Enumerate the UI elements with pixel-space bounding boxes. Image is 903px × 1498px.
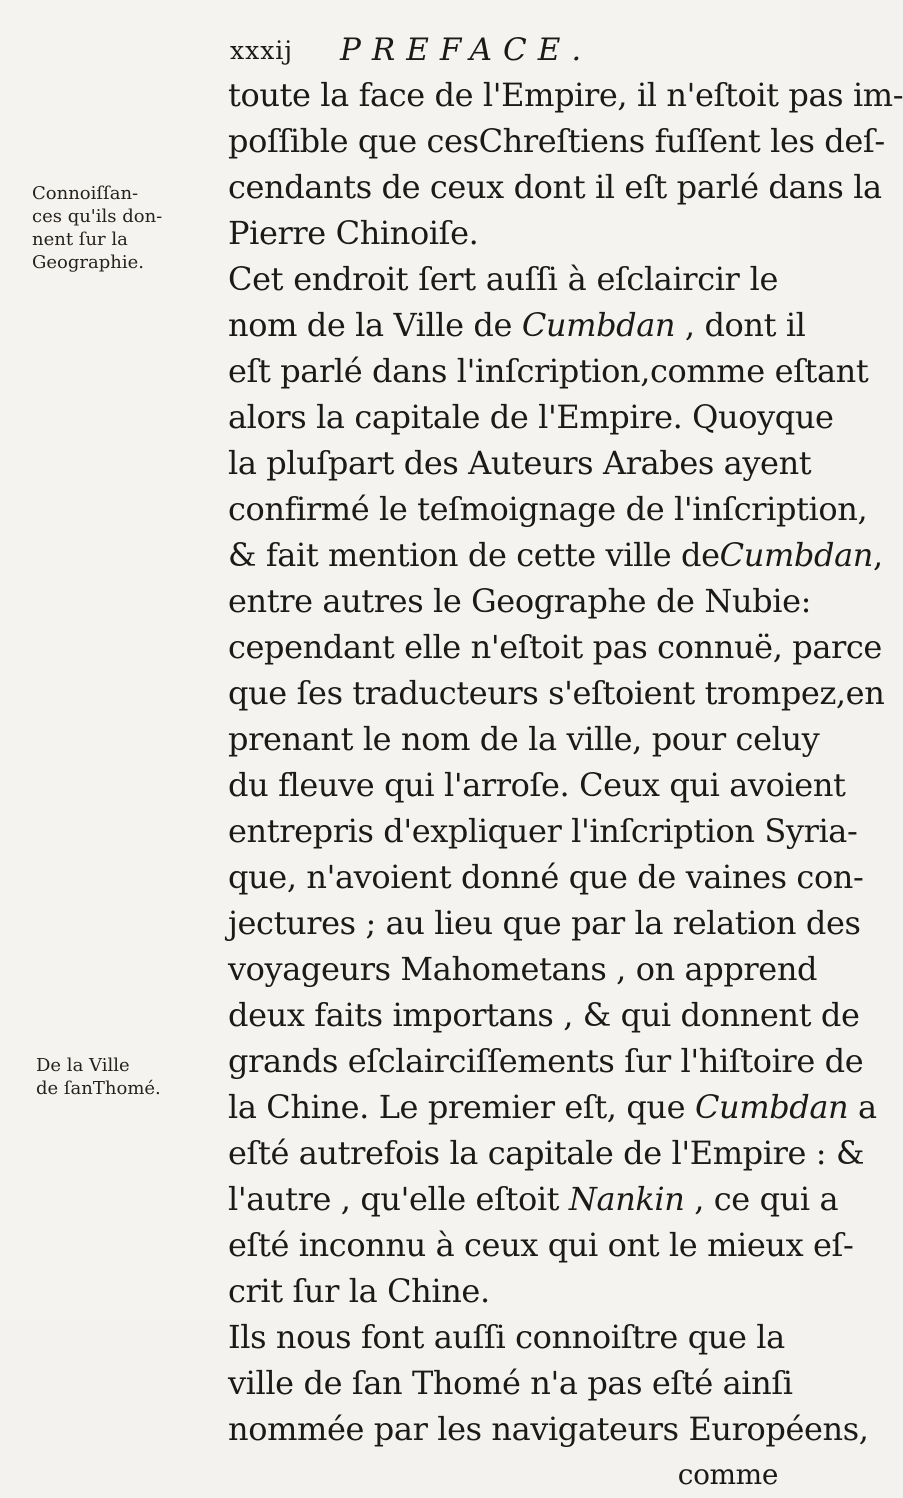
margin-note-san-thome	[36, 1054, 236, 1100]
text-line-segment: , ce qui a	[684, 1180, 839, 1218]
text-line	[228, 1176, 839, 1222]
text-line-segment: la Chine. Le premier eſt, que	[228, 1088, 686, 1126]
text-line: cendants de ceux dont il eſt parlé dans la	[228, 168, 882, 206]
catchword: comme	[677, 1458, 778, 1491]
text-line-segment: a	[848, 1088, 877, 1126]
text-line-segment: & fait mention de cette ville de	[228, 536, 720, 574]
page-header	[230, 30, 770, 70]
text-line-segment: , dont il	[675, 306, 806, 344]
margin-note-line: ces qu'ils don-	[32, 206, 163, 227]
text-line-segment: ,	[872, 536, 883, 574]
text-line: entre autres le Geographe de Nubie:	[228, 582, 812, 620]
text-line-segment: l'autre , qu'elle eſtoit	[228, 1180, 560, 1218]
text-line	[228, 302, 806, 348]
text-line: voyageurs Mahometans , on apprend	[228, 950, 818, 988]
text-line: deux faits importans , & qui donnent de	[228, 996, 860, 1034]
text-line: crit ſur la Chine.	[228, 1272, 490, 1310]
place-name-cumbdan: Cumbdan	[694, 1088, 849, 1126]
text-line-segment: nom de la Ville de	[228, 306, 513, 344]
text-line: grands eſclairciſſements ſur l'hiſtoire de	[228, 1042, 864, 1080]
place-name-cumbdan: Cumbdan	[521, 306, 676, 344]
text-line: Ils nous font auſſi connoiſtre que la	[228, 1318, 785, 1356]
place-name-cumbdan: Cumbdan	[719, 536, 873, 574]
page-number: xxxij	[230, 36, 294, 65]
text-line: que, n'avoient donné que de vaines con-	[228, 858, 864, 896]
margin-note-line: nent ſur la	[32, 229, 128, 250]
text-line: eſt parlé dans l'inſcription,comme eſtant	[228, 352, 869, 390]
text-line: Pierre Chinoiſe.	[228, 214, 479, 252]
text-line: la pluſpart des Auteurs Arabes ayent	[228, 444, 812, 482]
text-line: eſté autrefois la capitale de l'Empire : &	[228, 1134, 865, 1172]
margin-note-line: Geographie.	[32, 252, 144, 273]
text-line: cependant elle n'eſtoit pas connuë, parce	[228, 628, 882, 666]
text-line: que ſes traducteurs s'eſtoient trompez,en	[228, 674, 885, 712]
text-line: confirmé le teſmoignage de l'inſcription,	[228, 490, 868, 528]
text-line: ville de ſan Thomé n'a pas eſté ainſi	[228, 1364, 793, 1402]
text-line: nommée par les navigateurs Européens,	[228, 1410, 869, 1448]
text-line: jectures ; au lieu que par la relation des	[228, 904, 861, 942]
margin-note-geographie	[32, 182, 232, 274]
text-line	[228, 1084, 877, 1130]
margin-note-line: Connoiſſan-	[32, 183, 139, 204]
place-name-nankin: Nankin	[568, 1180, 685, 1218]
running-title: PREFACE.	[340, 32, 593, 68]
text-line: toute la face de l'Empire, il n'eſtoit pas im-	[228, 76, 903, 114]
margin-note-line: de ſanThomé.	[36, 1078, 161, 1099]
text-line: du fleuve qui l'arroſe. Ceux qui avoient	[228, 766, 846, 804]
text-line: entrepris d'expliquer l'inſcription Syria-	[228, 812, 858, 850]
text-line: alors la capitale de l'Empire. Quoyque	[228, 398, 834, 436]
margin-note-line: De la Ville	[36, 1055, 130, 1076]
text-line: prenant le nom de la ville, pour celuy	[228, 720, 820, 758]
text-line: eſté inconnu à ceux qui ont le mieux eſ-	[228, 1226, 854, 1264]
text-line: Cet endroit ſert auſſi à eſclaircir le	[228, 260, 778, 298]
text-line	[228, 532, 883, 578]
text-line: poſſible que cesChreſtiens fuſſent les deſ-	[228, 122, 885, 160]
body-text	[228, 72, 903, 1498]
